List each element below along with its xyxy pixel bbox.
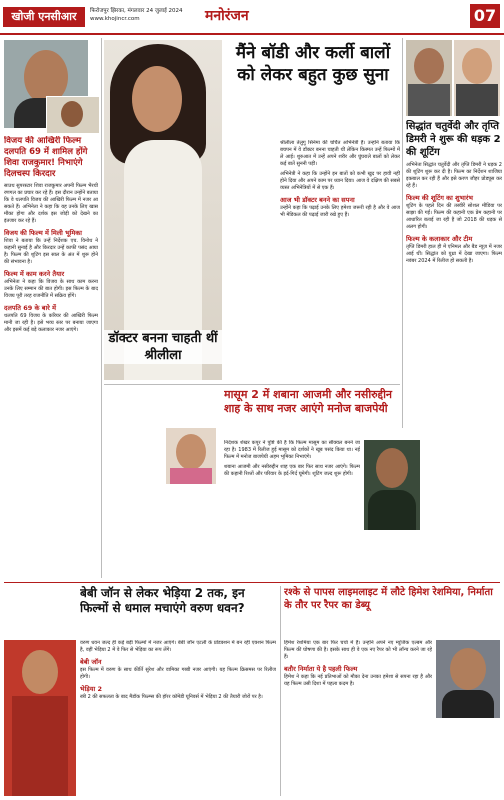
right-column-divider (402, 38, 403, 428)
mid-body-2: शबाना आजमी और नसीरुद्दीन शाह एक बार फिर साथ नजर आएंगे। फिल्म की कहानी रिश्तों और परिवार के इर्द-गिर्द घूमेगी। शूटिंग जल्द शुरू होगी। (224, 464, 360, 477)
vijay-photo (46, 96, 100, 134)
varun-headline: बेबी जॉन से लेकर भेड़िया 2 तक, इन फिल्मों से धमाल मचाएंगे वरुण धवन? (80, 586, 245, 615)
left-body-4: थलपति 69 विजय के करियर की आखिरी फिल्म मानी जा रही है। इसे भव्य स्तर पर बनाया जाएगा और इसमें कई बड़े कलाकार नजर आएंगे। (4, 313, 98, 333)
center-subhead-1: आज भी डॉक्टर बनने का सपना (280, 196, 355, 204)
bottom-column-divider (280, 586, 281, 796)
mid-article (224, 440, 360, 580)
date-text: फिरोजपुर झिरका, मंगलवार 24 जुलाई 2024 (90, 8, 183, 14)
left-body-2: शिवा ने बताया कि उन्हें निर्देशक एच. विनोथ ने कहानी सुनाई है और किरदार उन्हें काफी पसंद आया है। फिल्म की शूटिंग इस साल के अंत में शुरू होने की संभावना है। (4, 238, 98, 265)
center-headline: मैंने बॉडी और कर्ली बालों को लेकर बहुत कुछ सुना (235, 43, 391, 85)
himesh-headline-box (284, 586, 500, 636)
right-headline: सिद्धांत चतुर्वेदी और तृप्ति डिमरी ने शुरू की धड़क 2 की शूटिंग (406, 121, 501, 158)
varun-body-3: स्त्री 2 की सफलता के बाद मैडॉक फिल्म्स की हॉरर कॉमेडी यूनिवर्स में भेड़िया 2 की तैयारी जोरों पर है। (80, 694, 263, 700)
mid-headline: मासूम 2 में शबाना आजमी और नसीरुद्दीन शाह के साथ नजर आएंगे मनोज बाजपेयी (224, 388, 393, 415)
varun-body-1: वरुण धवन जल्द ही कई बड़ी फिल्मों में नजर आएंगे। बेबी जॉन एटली के प्रोडक्शन में बन रही एक्शन फिल्म है, वहीं भेड़िया 2 में वे फिर से भेड़िया का रूप लेंगे। (80, 640, 276, 653)
bottom-divider (4, 582, 500, 583)
varun-headline-box (80, 586, 276, 638)
himesh-subhead-1: बतौर निर्माता ये है पहली फिल्म (284, 665, 358, 673)
column-divider (101, 38, 102, 578)
triptii-photo (454, 40, 500, 116)
himesh-body-2: हिमेश ने कहा कि नई प्रतिभाओं को मौका देना उनका हमेशा से सपना रहा है और यह फिल्म उसी दिशा में पहला कदम है। (284, 674, 432, 687)
center-body-1: श्रीलीला तेलुगु सिनेमा की चर्चित अभिनेत्री हैं। उन्होंने बताया कि बचपन में वे डॉक्टर बनना चाहती थीं लेकिन किस्मत उन्हें फिल्मों में ले आई। शुरुआत में उन्हें अपने शरीर और घुंघराले बालों को लेकर कई बातें सुननी पड़ीं। (280, 140, 400, 167)
section-title: मनोरंजन (205, 8, 249, 24)
right-body-1: अभिनेता सिद्धांत चतुर्वेदी और तृप्ति डिमरी ने धड़क 2 की शूटिंग शुरू कर दी है। फिल्म का निर्देशन शाजिया इकबाल कर रही हैं और इसे करण जौहर प्रोड्यूस कर रहे हैं। (406, 162, 502, 189)
center-caption: डॉक्टर बनना चाहती थीं श्रीलीला (104, 330, 222, 364)
himesh-body-1: हिमेश रेशमिया एक बार फिर चर्चा में हैं। उन्होंने अपने नए म्यूजिक एल्बम और फिल्म की घोषणा की है। इसके साथ ही वे एक नए रैपर को भी लॉन्च करने जा रहे हैं। (284, 640, 432, 660)
right-article (406, 120, 502, 470)
mid-headline-box (224, 388, 404, 438)
site-text: www.khojincr.com (90, 16, 140, 22)
center-body-3: उन्होंने कहा कि पढ़ाई उनके लिए हमेशा जरूरी रही है और वे आज भी मेडिकल की पढ़ाई जारी रखे हुए हैं। (280, 205, 400, 218)
sreeleela-photo (104, 40, 222, 380)
left-headline: विजय की आखिरी फिल्म दलपति 69 में शामिल होंगे शिवा राजकुमार! निभाएंगे दिलचस्प किरदार (4, 136, 88, 179)
mid-body-1: निर्देशक शेखर कपूर ने पुष्टि की है कि फिल्म मासूम का सीक्वल बनने जा रहा है। 1983 में रिलीज हुई मासूम को दर्शकों ने खूब पसंद किया था। नई फिल्म में मनोज बाजपेयी अहम भूमिका निभाएंगे। (224, 440, 360, 460)
right-subhead-1: फिल्म की शूटिंग का शुभारंभ (406, 194, 473, 202)
varun-subhead-1: बेबी जॉन (80, 658, 102, 666)
page-number: 07 (470, 4, 500, 28)
left-subhead-1: विजय की फिल्म में मिली भूमिका (4, 229, 82, 237)
left-body-3: अभिनेता ने कहा कि विजय के साथ काम करना उनके लिए सम्मान की बात होगी। इस फिल्म के बाद विजय पूरी तरह राजनीति में सक्रिय होंगे। (4, 279, 98, 299)
center-article (224, 140, 400, 300)
sreeleela-inset-photo (166, 428, 216, 484)
center-body-2: अभिनेत्री ने कहा कि उन्होंने इन बातों को कभी खुद पर हावी नहीं होने दिया और अपने काम पर ध्यान दिया। आज वे दक्षिण की सबसे व्यस्त अभिनेत्रियों में से एक हैं। (280, 171, 400, 191)
right-body-2: शूटिंग के पहले दिन की तस्वीरें सोशल मीडिया पर साझा की गईं। फिल्म की कहानी एक प्रेम कहानी पर आधारित बताई जा रही है जो 2018 की धड़क से अलग होगी। (406, 203, 502, 230)
varun-subhead-2: भेड़िया 2 (80, 685, 102, 693)
varun-photo (4, 640, 76, 796)
siddhant-photo (406, 40, 452, 116)
center-headline-box (226, 42, 400, 134)
masthead (0, 0, 504, 34)
varun-article (80, 640, 276, 796)
himesh-article (284, 640, 432, 796)
newspaper-brand: खोजी एनसीआर (3, 7, 85, 27)
header-rule (0, 33, 504, 35)
himesh-headline: रश्के से पापस लाइमलाइट में लौटे हिमेश रेशमिया, निर्माता के तौर पर रैपर का डेब्यू (284, 587, 493, 611)
left-body-1: साउथ सुपरस्टार शिवा राजकुमार अपनी फिल्म भैरथी रणगल का प्रचार कर रहे हैं। इस दौरान उन्होंने बताया कि वे थलपति विजय की आखिरी फिल्म में नजर आ सकते हैं। अभिनेता ने कहा कि यह उनके लिए खास मौका होगा और दर्शक इस जोड़ी को देखने का इंतजार कर रहे हैं। (4, 183, 98, 224)
center-caption-box (104, 330, 222, 380)
varun-body-2: इस फिल्म में वरुण के साथ कीर्ति सुरेश और वामिका गब्बी नजर आएंगी। यह फिल्म क्रिसमस पर रिलीज होगी। (80, 667, 276, 680)
left-subhead-2: फिल्म में काम करने तैयार (4, 270, 65, 278)
right-body-3: तृप्ति डिमरी हाल ही में एनिमल और बैड न्यूज़ में नजर आई थीं। सिद्धांत को युध्रा में देखा जाएगा। फिल्म नवंबर 2024 में रिलीज हो सकती है। (406, 244, 502, 264)
himesh-photo (436, 640, 500, 718)
right-subhead-2: फिल्म के कलाकार और टीम (406, 235, 473, 243)
left-subhead-3: दलपति 69 के बारे में (4, 304, 56, 312)
section-divider (104, 384, 400, 385)
